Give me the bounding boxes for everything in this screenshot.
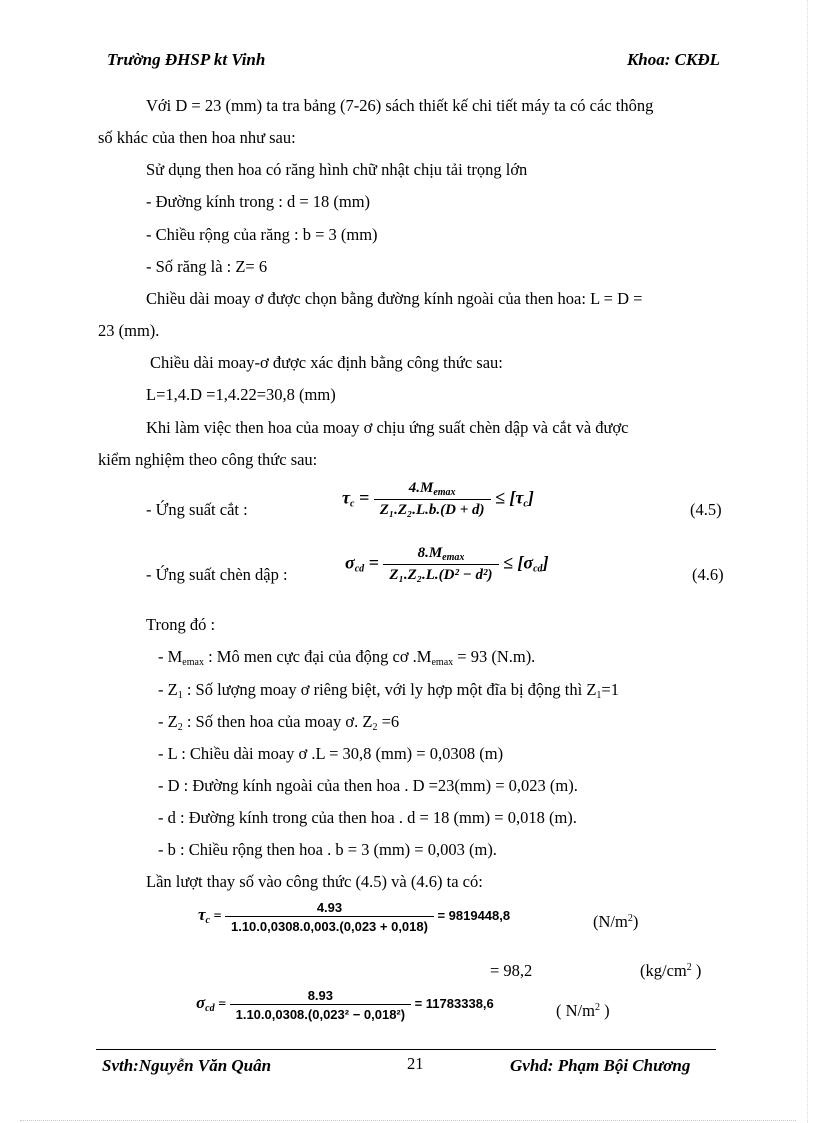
substitution-intro: Lần lượt thay số vào công thức (4.5) và (4.6) ta có:: [146, 872, 483, 891]
sigma-unit: ( $N/m^2$ ): [556, 1001, 610, 1020]
where-item-z1: - $Z_1$ : Số lượng moay ơ riêng biệt, với ly hợp một đĩa bị động thì $Z_1=1$: [158, 680, 619, 701]
header-faculty: Khoa: CKĐL: [626, 50, 720, 69]
where-title: Trong đó :: [146, 615, 216, 634]
where-item-memax: - $M_{emax}$ : Mô men cực đại của động cơ $.M_{emax} = 93$ (N.m).: [158, 647, 536, 668]
paragraph-line: Với D = 23 (mm) ta tra bảng (7-26) sách thiết kế chi tiết máy ta có các thông: [146, 96, 654, 115]
paragraph-line: - Đường kính trong : d = 18 (mm): [146, 192, 371, 211]
where-item-L: - L : Chiều dài moay ơ .L = 30,8 (mm) = 0,0308 (m): [158, 744, 504, 763]
paragraph-line: 23 (mm).: [98, 321, 160, 340]
paragraph-line: - Số răng là : Z= 6: [146, 257, 268, 276]
paragraph-line: số khác của then hoa như sau:: [98, 128, 296, 147]
tau-result-converted: = 98,2: [490, 961, 533, 980]
crush-stress-formula: $\sigma_{cd}$ = $\frac{8.M_{emax}}{\text{Z₁.Z₂.L.(D² − d²)}}$ ≤ $[\sigma_{cd}]$: [345, 545, 549, 583]
footer-student: Svth:Nguyễn Văn Quân: [102, 1056, 272, 1075]
equation-number: (4.5): [690, 500, 722, 519]
crush-stress-label: - Ứng suất chèn dập :: [146, 565, 288, 584]
paragraph-line: Khi làm việc then hoa của moay ơ chịu ứng suất chèn dập và cắt và được: [146, 418, 629, 437]
where-item-z2: - $Z_2$ : Số then hoa của moay ơ. $Z_2 =6$: [158, 712, 400, 733]
tau-computation: $\tau_c$ = $\frac{4.93}{1.10.0,0308.0,003.(0,023 + 0,018)}$ = 9819448,8: [198, 900, 511, 934]
paragraph-line: Chiều dài moay ơ được chọn bằng đường kính ngoài của then hoa: L = D =: [146, 289, 643, 308]
paragraph-line: Chiều dài moay-ơ được xác định bằng công thức sau:: [150, 353, 503, 372]
paragraph-line: Sử dụng then hoa có răng hình chữ nhật chịu tải trọng lớn: [146, 160, 528, 179]
shear-stress-label: - Ứng suất cắt :: [146, 500, 248, 519]
page-bottom-dotted-border: [20, 1120, 796, 1121]
tau-unit: $(N/m^2)$: [593, 912, 639, 931]
footer-advisor: Gvhd: Phạm Bội Chương: [510, 1056, 691, 1075]
equation-number: (4.6): [692, 565, 724, 584]
paragraph-line: kiểm nghiệm theo công thức sau:: [98, 450, 318, 469]
header-school: Trường ĐHSP kt Vinh: [107, 50, 266, 69]
page-number: 21: [407, 1054, 424, 1073]
tau-unit-converted: ($kg/cm^2$ ): [640, 961, 702, 980]
footer-divider: [96, 1049, 716, 1050]
paragraph-line: L=1,4.D =1,4.22=30,8 (mm): [146, 385, 336, 404]
where-item-D: - D : Đường kính ngoài của then hoa . D =23(mm) = 0,023 (m).: [158, 776, 578, 795]
where-item-b: - b : Chiều rộng then hoa . b = 3 (mm) = 0,003 (m).: [158, 840, 497, 859]
sigma-computation: $\sigma_{cd}$ = $\frac{8.93}{\text{1.10.0,0308.(0,023² − 0,018²)}}$ = 11783338,6: [196, 988, 494, 1022]
shear-stress-formula: $\tau_c$ = $\frac{4.M_{emax}}{\text{Z₁.Z₂.L.b.(D + d)}}$ ≤ $[\tau_c]$: [342, 480, 534, 518]
page-right-dotted-border: [807, 0, 808, 1123]
where-item-d: - d : Đường kính trong của then hoa . d = 18 (mm) = 0,018 (m).: [158, 808, 577, 827]
paragraph-line: - Chiều rộng của răng : b = 3 (mm): [146, 225, 378, 244]
